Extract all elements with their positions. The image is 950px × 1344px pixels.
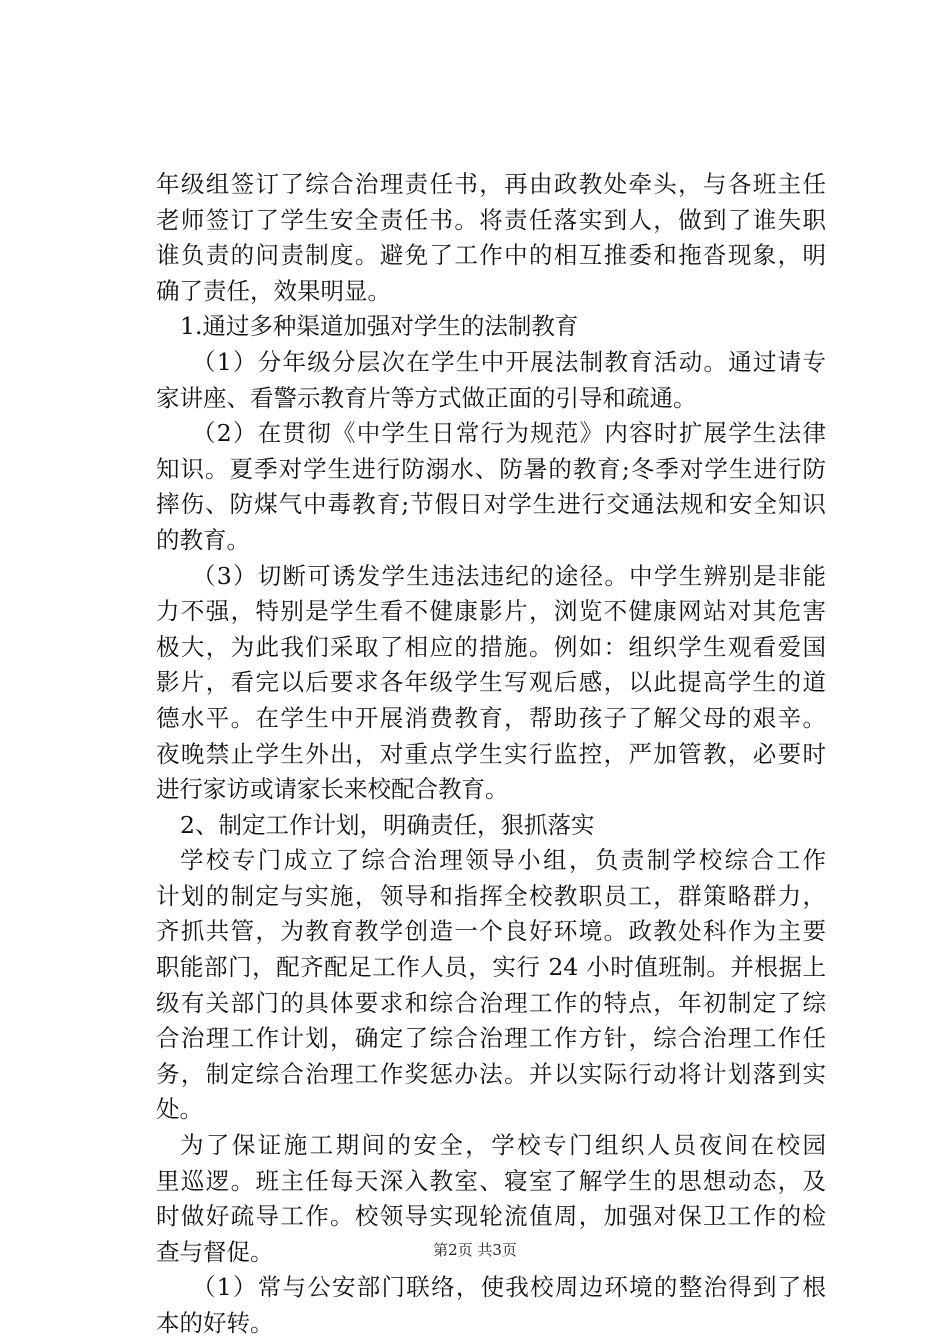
paragraph-9 (156, 1270, 826, 1341)
paragraph-4 (156, 416, 826, 558)
paragraph-line: 影片，看完以后要求各年级学生写观后感，以此提高学生的道 (156, 668, 826, 697)
paragraph-line: 确了责任，效果明显。 (156, 276, 391, 305)
section-heading-text: 1.通过多种渠道加强对学生的法制教育 (180, 312, 579, 341)
paragraph-line: 处。 (156, 1095, 203, 1124)
section-heading-2 (156, 808, 826, 844)
paragraph-line: 极大，为此我们采取了相应的措施。例如：组织学生观看爱国 (156, 632, 826, 661)
paragraph-line: 年级组签订了综合治理责任书，再由政教处牵头，与各班主任 (156, 170, 826, 198)
paragraph-5 (156, 559, 826, 808)
paragraph-line: （2）在贯彻《中学生日常行为规范》内容时扩展学生法律 (192, 419, 826, 448)
paragraph-line: 合治理工作计划，确定了综合治理工作方针，综合治理工作任 (156, 1024, 826, 1053)
paragraph-line: 时做好疏导工作。校领导实现轮流值周，加强对保卫工作的检 (156, 1202, 826, 1231)
paragraph-line: 家讲座、看警示教育片等方式做正面的引导和疏通。 (156, 383, 697, 412)
paragraph-line: 为了保证施工期间的安全，学校专门组织人员夜间在校园 (180, 1131, 826, 1160)
paragraph-line: 齐抓共管，为教育教学创造一个良好环境。政教处科作为主要 (156, 917, 826, 946)
paragraph-line: （3）切断可诱发学生违法违纪的途径。中学生辨别是非能 (192, 561, 826, 590)
paragraph-line: 本的好转。 (156, 1309, 274, 1337)
paragraph-7 (156, 843, 826, 1128)
paragraph-line: 职能部门，配齐配足工作人员，实行 24 小时值班制。并根据上 (156, 953, 826, 982)
paragraph-line: 老师签订了学生安全责任书。将责任落实到人，做到了谁失职 (156, 205, 826, 234)
paragraph-line: 查与督促。 (156, 1237, 274, 1266)
page-footer: 第2页 共3页 (433, 1241, 517, 1259)
paragraph-line: 里巡逻。班主任每天深入教室、寝室了解学生的思想动态，及 (156, 1166, 826, 1195)
paragraph-line: 夜晚禁止学生外出，对重点学生实行监控，严加管教，必要时 (156, 739, 826, 768)
paragraph-line: 知识。夏季对学生进行防溺水、防暑的教育;冬季对学生进行防 (156, 454, 826, 483)
section-heading-1 (156, 309, 826, 345)
section-heading-text: 2、制定工作计划，明确责任，狠抓落实 (180, 810, 595, 839)
paragraph-1 (156, 167, 826, 309)
paragraph-3 (156, 345, 826, 416)
paragraph-line: 德水平。在学生中开展消费教育，帮助孩子了解父母的艰辛。 (156, 703, 826, 732)
paragraph-line: （1）分年级分层次在学生中开展法制教育活动。通过请专 (192, 347, 826, 376)
paragraph-line: 力不强，特别是学生看不健康影片，浏览不健康网站对其危害 (156, 597, 826, 626)
paragraph-line: （1）常与公安部门联络，使我校周边环境的整治得到了根 (192, 1273, 826, 1302)
paragraph-line: 务，制定综合治理工作奖惩办法。并以实际行动将计划落到实 (156, 1059, 826, 1088)
paragraph-line: 计划的制定与实施，领导和指挥全校教职员工，群策略群力， (156, 881, 826, 910)
paragraph-line: 学校专门成立了综合治理领导小组，负责制学校综合工作 (180, 846, 826, 875)
paragraph-line: 级有关部门的具体要求和综合治理工作的特点，年初制定了综 (156, 988, 826, 1017)
paragraph-line: 谁负责的问责制度。避免了工作中的相互推委和拖沓现象，明 (156, 241, 826, 270)
paragraph-line: 的教育。 (156, 525, 250, 554)
paragraph-line: 进行家访或请家长来校配合教育。 (156, 775, 509, 804)
document-body (156, 167, 826, 1342)
paragraph-line: 摔伤、防煤气中毒教育;节假日对学生进行交通法规和安全知识 (156, 490, 826, 519)
